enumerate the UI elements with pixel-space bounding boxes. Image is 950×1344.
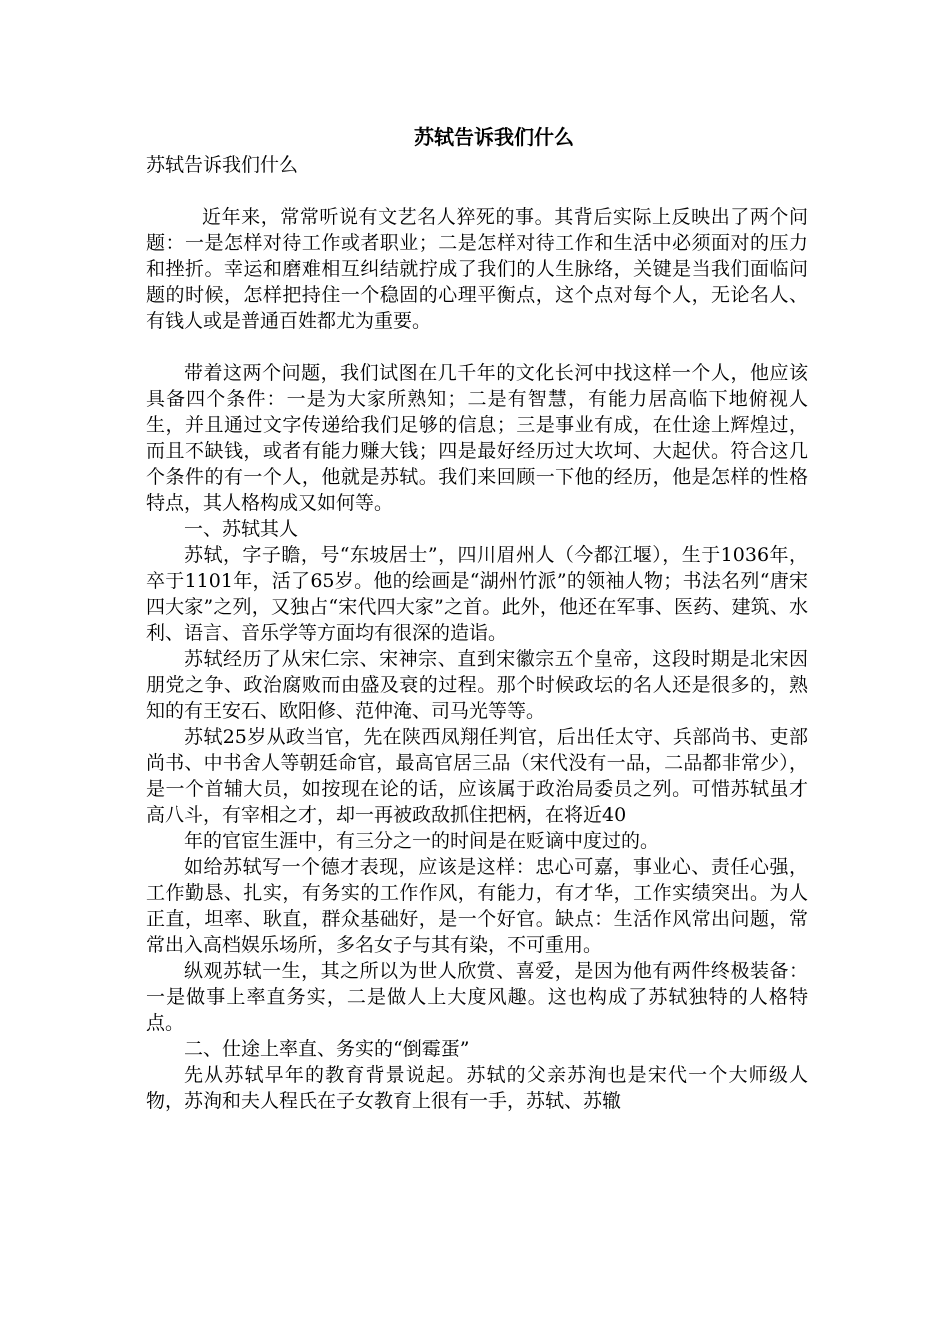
- document-page: [146, 122, 808, 1114]
- document-subtitle: 苏轼告诉我们什么: [146, 154, 299, 176]
- paragraph-intro: 近年来，常常听说有文艺名人猝死的事。其背后实际上反映出了两个问题：一是怎样对待工作或者职业；二是怎样对待工作和生活中必须面对的压力和挫折。幸运和磨难相互纠结就拧成了我们的人生脉络，关键是当我们面临问题的时候，怎样把持住一个稳固的心理平衡点，这个点对每个人，无论名人、有钱人或是普通百姓都尤为重要。: [146, 206, 808, 332]
- paragraph-career: 苏轼25岁从政当官，先在陕西凤翔任判官，后出任太守、兵部尚书、吏部尚书、中书舍人等朝廷命官，最高官居三品（宋代没有一品，二品都非常少），是一个首辅大员，如按现在论的话，应该属于政治局委员之列。可惜苏轼虽才高八斗，有宰相之才，却一再被政敌抓住把柄，在将近40: [146, 726, 808, 826]
- paragraph-education: 先从苏轼早年的教育背景说起。苏轼的父亲苏洵也是宋代一个大师级人物，苏洵和夫人程氏在子女教育上很有一手，苏轼、苏辙: [146, 1064, 808, 1112]
- blank-line: [146, 334, 808, 360]
- paragraph-biography: 苏轼，字子瞻，号“东坡居士”，四川眉州人（今都江堰），生于1036年，卒于1101年，活了65岁。他的绘画是“湖州竹派”的领袖人物；书法名列“唐宋四大家”之列，又独占“宋代四大家”之首。此外，他还在军事、医药、建筑、水利、语言、音乐学等方面均有很深的造诣。: [146, 544, 808, 644]
- paragraph-evaluation: 如给苏轼写一个德才表现，应该是这样：忠心可嘉，事业心、责任心强，工作勤恳、扎实，有务实的工作作风，有能力，有才华，工作实绩突出。为人正直，坦率、耿直，群众基础好，是一个好官。缺点：生活作风常出问题，常常出入高档娱乐场所，多名女子与其有染，不可重用。: [146, 856, 808, 956]
- section-heading-2: 二、仕途上率直、务实的“倒霉蛋”: [184, 1038, 470, 1060]
- paragraph-conditions: 带着这两个问题，我们试图在几千年的文化长河中找这样一个人，他应该具备四个条件：一是为大家所熟知；二是有智慧，有能力居高临下地俯视人生，并且通过文字传递给我们足够的信息；三是事业有成，在仕途上辉煌过，而且不缺钱，或者有能力赚大钱；四是最好经历过大坎坷、大起伏。符合这几个条件的有一个人，他就是苏轼。我们来回顾一下他的经历，他是怎样的性格特点，其人格构成又如何等。: [146, 362, 808, 514]
- paragraph-career-cont: 年的官宦生涯中，有三分之一的时间是在贬谪中度过的。: [184, 830, 660, 852]
- paragraph-emperors: 苏轼经历了从宋仁宗、宋神宗、直到宋徽宗五个皇帝，这段时期是北宋因朋党之争、政治腐败而由盛及衰的过程。那个时候政坛的名人还是很多的，熟知的有王安石、欧阳修、范仲淹、司马光等等。: [146, 648, 808, 722]
- blank-line: [146, 178, 808, 204]
- paragraph-summary: 纵观苏轼一生，其之所以为世人欣赏、喜爱，是因为他有两件终极装备：一是做事上率直务实，二是做人上大度风趣。这也构成了苏轼独特的人格特点。: [146, 960, 808, 1034]
- section-heading-1: 一、苏轼其人: [184, 518, 299, 540]
- document-title: 苏轼告诉我们什么: [414, 125, 574, 149]
